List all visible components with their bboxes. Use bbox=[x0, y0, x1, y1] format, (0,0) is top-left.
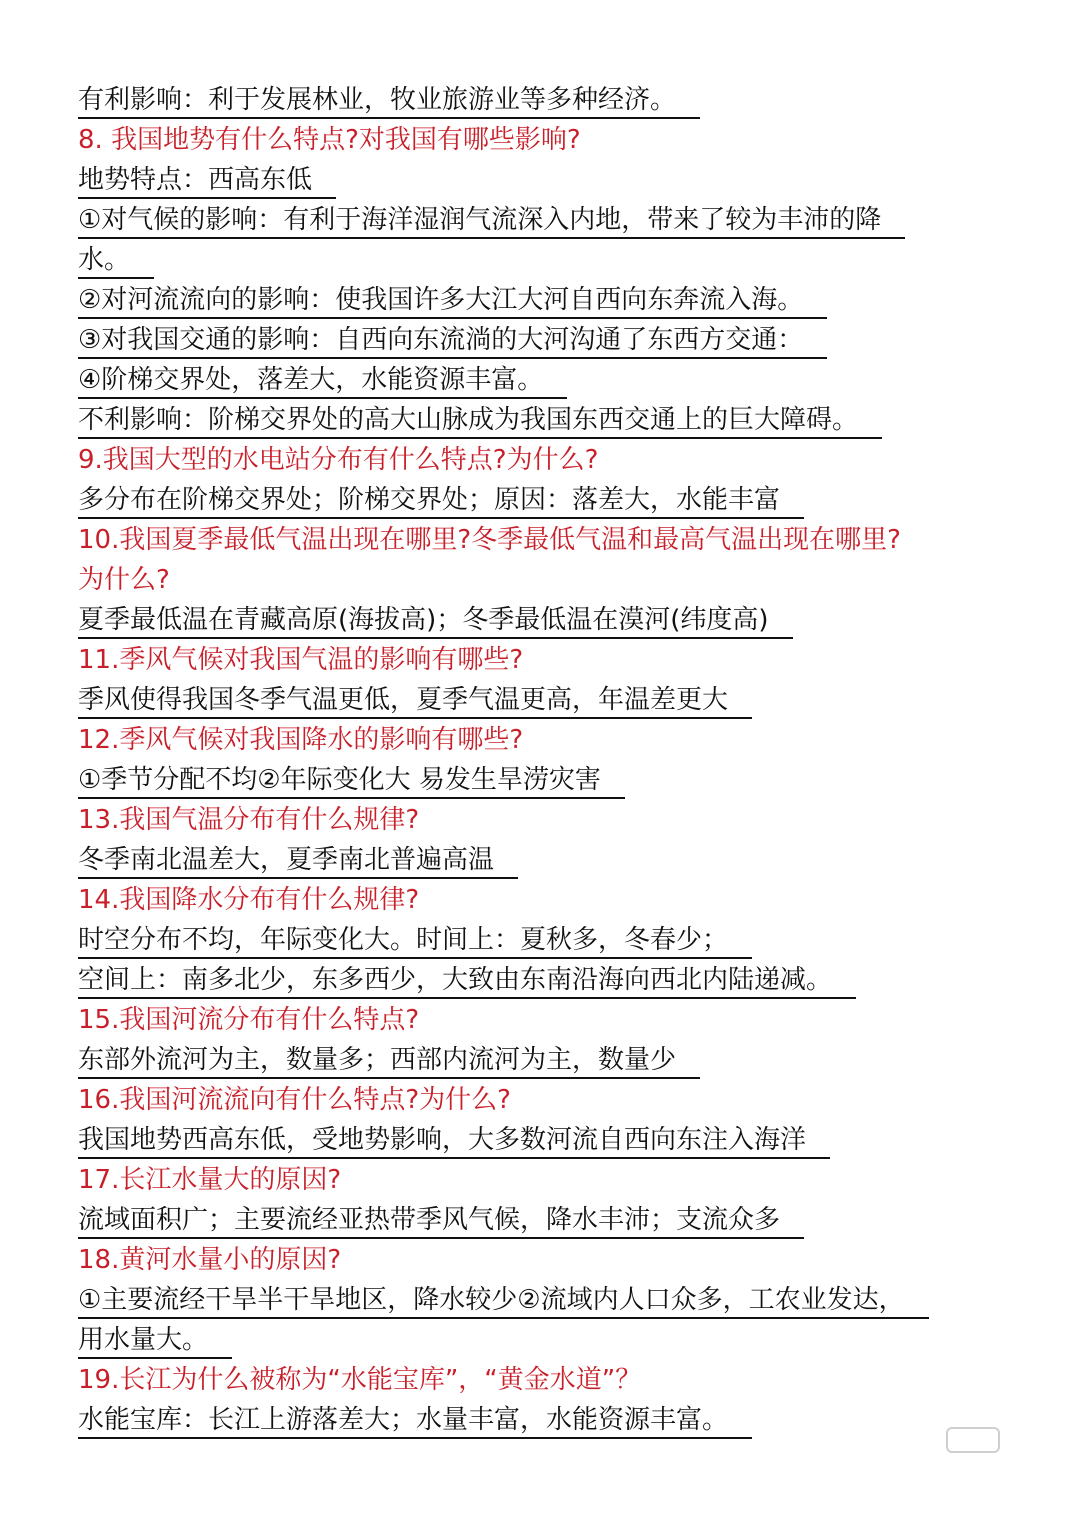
question-line bbox=[78, 640, 1058, 680]
question-text: 16.我国河流流向有什么特点?为什么? bbox=[78, 1085, 511, 1115]
answer-text: ③对我国交通的影响：自西向东流淌的大河沟通了东西方交通： bbox=[78, 323, 827, 359]
answer-text: 我国地势西高东低，受地势影响，大多数河流自西向东注入海洋 bbox=[78, 1123, 830, 1159]
question-line bbox=[78, 720, 1058, 760]
answer-line bbox=[78, 920, 1058, 960]
question-text: 11.季风气候对我国气温的影响有哪些? bbox=[78, 645, 524, 675]
watermark-logo-icon bbox=[946, 1427, 1000, 1453]
question-line bbox=[78, 800, 1058, 840]
answer-text: 多分布在阶梯交界处；阶梯交界处；原因：落差大，水能丰富 bbox=[78, 483, 804, 519]
answer-line bbox=[78, 360, 1058, 400]
answer-line bbox=[78, 320, 1058, 360]
answer-text: 有利影响：利于发展林业，牧业旅游业等多种经济。 bbox=[78, 83, 700, 119]
question-text: 14.我国降水分布有什么规律? bbox=[78, 885, 420, 915]
question-line bbox=[78, 440, 1058, 480]
question-line bbox=[78, 1240, 1058, 1280]
question-line bbox=[78, 880, 1058, 920]
answer-line bbox=[78, 280, 1058, 320]
question-line bbox=[78, 520, 1058, 560]
question-text: 17.长江水量大的原因? bbox=[78, 1165, 342, 1195]
answer-text: 冬季南北温差大，夏季南北普遍高温 bbox=[78, 843, 518, 879]
answer-line bbox=[78, 80, 1058, 120]
question-text: 19.长江为什么被称为“水能宝库”，“黄金水道”？ bbox=[78, 1365, 642, 1395]
question-text: 9.我国大型的水电站分布有什么特点?为什么? bbox=[78, 445, 599, 475]
answer-text: 用水量大。 bbox=[78, 1323, 232, 1359]
question-line bbox=[78, 120, 1058, 160]
answer-line bbox=[78, 680, 1058, 720]
answer-text: 地势特点：西高东低 bbox=[78, 163, 336, 199]
answer-line bbox=[78, 200, 1058, 240]
answer-text: 季风使得我国冬季气温更低，夏季气温更高，年温差更大 bbox=[78, 683, 752, 719]
question-text: 8. 我国地势有什么特点?对我国有哪些影响? bbox=[78, 125, 581, 155]
answer-text: 时空分布不均，年际变化大。时间上：夏秋多，冬春少； bbox=[78, 923, 752, 959]
question-line bbox=[78, 1000, 1058, 1040]
answer-line bbox=[78, 840, 1058, 880]
question-line bbox=[78, 1160, 1058, 1200]
answer-text: ④阶梯交界处，落差大，水能资源丰富。 bbox=[78, 363, 567, 399]
answer-line bbox=[78, 1120, 1058, 1160]
answer-text: 水能宝库：长江上游落差大；水量丰富，水能资源丰富。 bbox=[78, 1403, 752, 1439]
answer-text: 流域面积广；主要流经亚热带季风气候，降水丰沛；支流众多 bbox=[78, 1203, 804, 1239]
question-text: 18.黄河水量小的原因? bbox=[78, 1245, 342, 1275]
answer-line bbox=[78, 760, 1058, 800]
answer-line bbox=[78, 960, 1058, 1000]
answer-line bbox=[78, 240, 1058, 280]
answer-line bbox=[78, 1320, 1058, 1360]
question-text: 为什么? bbox=[78, 565, 170, 595]
answer-text: 夏季最低温在青藏高原(海拔高)；冬季最低温在漠河(纬度高) bbox=[78, 603, 793, 639]
watermark bbox=[940, 1427, 1050, 1487]
question-line bbox=[78, 1360, 1058, 1400]
answer-line bbox=[78, 160, 1058, 200]
question-text: 15.我国河流分布有什么特点? bbox=[78, 1005, 420, 1035]
question-text: 13.我国气温分布有什么规律? bbox=[78, 805, 420, 835]
answer-line bbox=[78, 480, 1058, 520]
answer-line bbox=[78, 1280, 1058, 1320]
answer-line bbox=[78, 600, 1058, 640]
question-text: 10.我国夏季最低气温出现在哪里?冬季最低气温和最高气温出现在哪里? bbox=[78, 525, 901, 555]
question-text: 12.季风气候对我国降水的影响有哪些? bbox=[78, 725, 524, 755]
answer-line bbox=[78, 400, 1058, 440]
answer-line bbox=[78, 1040, 1058, 1080]
answer-text: ①主要流经干旱半干旱地区，降水较少②流域内人口众多，工农业发达， bbox=[78, 1283, 929, 1319]
answer-text: 东部外流河为主，数量多；西部内流河为主，数量少 bbox=[78, 1043, 700, 1079]
answer-line bbox=[78, 1200, 1058, 1240]
answer-line bbox=[78, 1400, 1058, 1440]
answer-text: 水。 bbox=[78, 243, 154, 279]
answer-text: ②对河流流向的影响：使我国许多大江大河自西向东奔流入海。 bbox=[78, 283, 827, 319]
answer-text: 不利影响：阶梯交界处的高大山脉成为我国东西交通上的巨大障碍。 bbox=[78, 403, 882, 439]
answer-text: ①对气候的影响：有利于海洋湿润气流深入内地，带来了较为丰沛的降 bbox=[78, 203, 905, 239]
answer-text: 空间上：南多北少，东多西少，大致由东南沿海向西北内陆递减。 bbox=[78, 963, 856, 999]
question-line bbox=[78, 1080, 1058, 1120]
text-lines bbox=[78, 80, 1058, 1440]
answer-text: ①季节分配不均②年际变化大 易发生旱涝灾害 bbox=[78, 763, 625, 799]
question-line bbox=[78, 560, 1058, 600]
